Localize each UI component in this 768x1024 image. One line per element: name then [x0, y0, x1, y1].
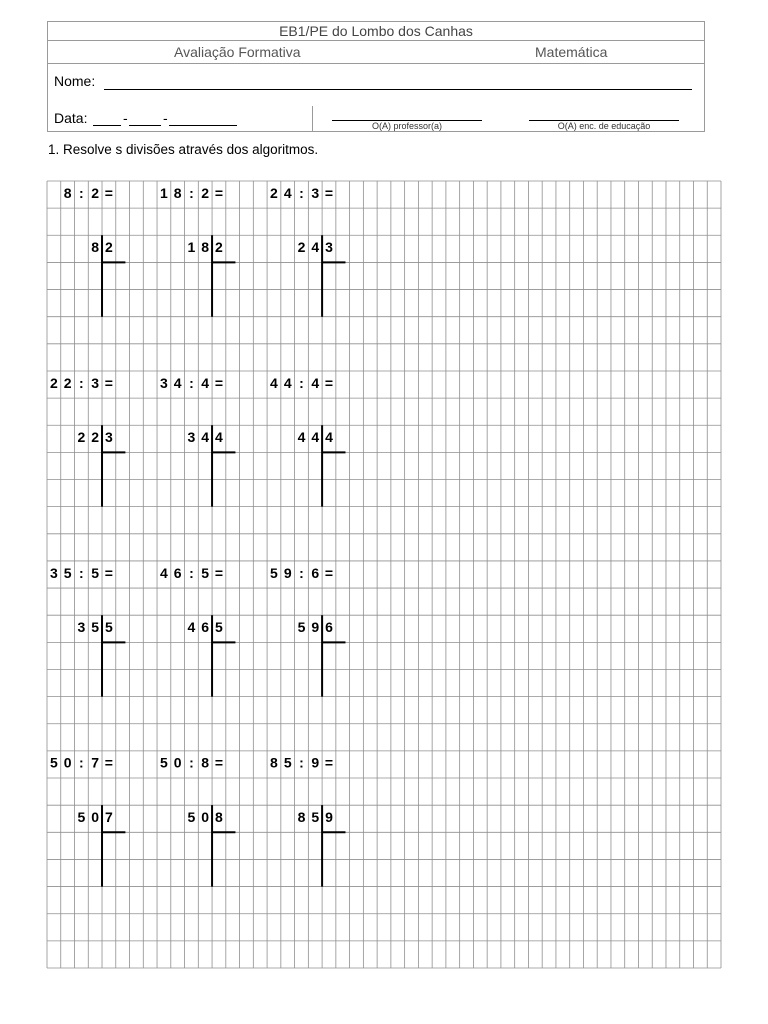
divisor-digit: 4	[201, 374, 210, 391]
divisor-digit: 4	[311, 374, 320, 391]
equals-symbol: =	[104, 184, 113, 201]
divide-symbol: :	[189, 184, 194, 201]
algorithm-dividend-digit: 5	[91, 619, 100, 636]
exercise-instruction: 1. Resolve s divisões através dos algoritmos.	[48, 142, 319, 157]
algorithm-dividend-digit: 3	[77, 619, 86, 636]
algorithm-dividend-digit: 4	[311, 239, 320, 256]
algorithm-divisor-digit: 3	[325, 239, 333, 256]
algorithm-dividend-digit: 4	[187, 619, 196, 636]
date-separator: -	[163, 110, 168, 126]
algorithm-dividend-digit: 2	[297, 239, 306, 256]
divide-symbol: :	[189, 564, 194, 581]
assessment-type: Avaliação Formativa	[174, 44, 301, 60]
algorithm-dividend-digit: 5	[187, 808, 196, 825]
algorithm-dividend-digit: 8	[201, 239, 210, 256]
dividend-digit: 4	[270, 374, 278, 391]
dividend-digit: 5	[63, 564, 72, 581]
dividend-digit: 5	[49, 754, 58, 771]
algorithm-dividend-digit: 3	[187, 429, 196, 446]
dividend-digit: 8	[63, 184, 72, 201]
divisor-digit: 9	[311, 754, 320, 771]
algorithm-divisor-digit: 3	[104, 429, 113, 446]
divide-symbol: :	[189, 374, 194, 391]
algorithm-divisor-digit: 4	[325, 429, 333, 446]
divisor-digit: 7	[91, 754, 100, 771]
algorithm-divisor-digit: 8	[215, 808, 223, 825]
guardian-signature-caption: O(A) enc. de educação	[557, 121, 651, 131]
equals-symbol: =	[214, 184, 224, 201]
algorithm-dividend-digit: 2	[91, 429, 100, 446]
algorithm-divisor-digit: 2	[104, 239, 113, 256]
algorithm-dividend-digit: 5	[77, 808, 86, 825]
equals-symbol: =	[104, 564, 113, 581]
divide-symbol: :	[299, 374, 304, 391]
dividend-digit: 0	[63, 754, 72, 771]
algorithm-dividend-digit: 5	[297, 619, 306, 636]
dividend-digit: 1	[160, 184, 168, 201]
date-label: Data:	[54, 110, 88, 126]
divide-symbol: :	[299, 564, 304, 581]
algorithm-divisor-digit: 5	[215, 619, 223, 636]
algorithm-dividend-digit: 8	[91, 239, 100, 256]
dividend-digit: 4	[173, 374, 182, 391]
divide-symbol: :	[299, 754, 304, 771]
algorithm-dividend-digit: 5	[311, 808, 320, 825]
equals-symbol: =	[324, 184, 334, 201]
algorithm-divisor-digit: 4	[215, 429, 223, 446]
dividend-digit: 2	[63, 374, 72, 391]
equals-symbol: =	[104, 374, 113, 391]
subject-name: Matemática	[535, 44, 608, 60]
school-name: EB1/PE do Lombo dos Canhas	[279, 23, 473, 39]
divisor-digit: 2	[91, 184, 100, 201]
algorithm-divisor-digit: 5	[104, 619, 113, 636]
divisor-digit: 5	[91, 564, 100, 581]
divisor-digit: 5	[201, 564, 210, 581]
equals-symbol: =	[214, 564, 224, 581]
algorithm-divisor-digit: 9	[325, 808, 333, 825]
algorithm-dividend-digit: 6	[201, 619, 210, 636]
algorithm-dividend-digit: 0	[201, 808, 210, 825]
equals-symbol: =	[324, 754, 334, 771]
divide-symbol: :	[189, 754, 194, 771]
dividend-digit: 5	[270, 564, 278, 581]
dividend-digit: 3	[160, 374, 168, 391]
algorithm-dividend-digit: 9	[311, 619, 320, 636]
divisor-digit: 2	[201, 184, 210, 201]
algorithm-divisor-digit: 6	[325, 619, 333, 636]
dividend-digit: 4	[160, 564, 168, 581]
algorithm-dividend-digit: 8	[297, 808, 306, 825]
dividend-digit: 5	[283, 754, 292, 771]
equals-symbol: =	[324, 374, 334, 391]
dividend-digit: 9	[283, 564, 292, 581]
dividend-digit: 6	[173, 564, 182, 581]
date-separator: -	[123, 110, 128, 126]
divisor-digit: 3	[311, 184, 320, 201]
dividend-digit: 5	[160, 754, 168, 771]
teacher-signature-caption: O(A) professor(a)	[371, 121, 442, 131]
divide-symbol: :	[79, 564, 84, 581]
algorithm-dividend-digit: 2	[77, 429, 86, 446]
dividend-digit: 0	[173, 754, 182, 771]
divisor-digit: 3	[91, 374, 100, 391]
name-label: Nome:	[54, 73, 96, 89]
divide-symbol: :	[79, 754, 84, 771]
dividend-digit: 3	[49, 564, 58, 581]
dividend-digit: 4	[283, 184, 292, 201]
dividend-digit: 4	[283, 374, 292, 391]
dividend-digit: 2	[49, 374, 58, 391]
algorithm-dividend-digit: 4	[297, 429, 306, 446]
divisor-digit: 6	[311, 564, 320, 581]
algorithm-dividend-digit: 4	[311, 429, 320, 446]
algorithm-dividend-digit: 0	[91, 808, 100, 825]
algorithm-dividend-digit: 4	[201, 429, 210, 446]
dividend-digit: 2	[270, 184, 278, 201]
algorithm-divisor-digit: 7	[104, 808, 113, 825]
divide-symbol: :	[299, 184, 304, 201]
algorithm-divisor-digit: 2	[215, 239, 223, 256]
divide-symbol: :	[79, 374, 84, 391]
divisor-digit: 8	[201, 754, 210, 771]
algorithm-dividend-digit: 1	[187, 239, 196, 256]
equals-symbol: =	[104, 754, 113, 771]
equals-symbol: =	[214, 754, 224, 771]
dividend-digit: 8	[270, 754, 278, 771]
dividend-digit: 8	[173, 184, 182, 201]
grid-lines	[47, 181, 721, 968]
equals-symbol: =	[214, 374, 224, 391]
divide-symbol: :	[79, 184, 84, 201]
equals-symbol: =	[324, 564, 334, 581]
